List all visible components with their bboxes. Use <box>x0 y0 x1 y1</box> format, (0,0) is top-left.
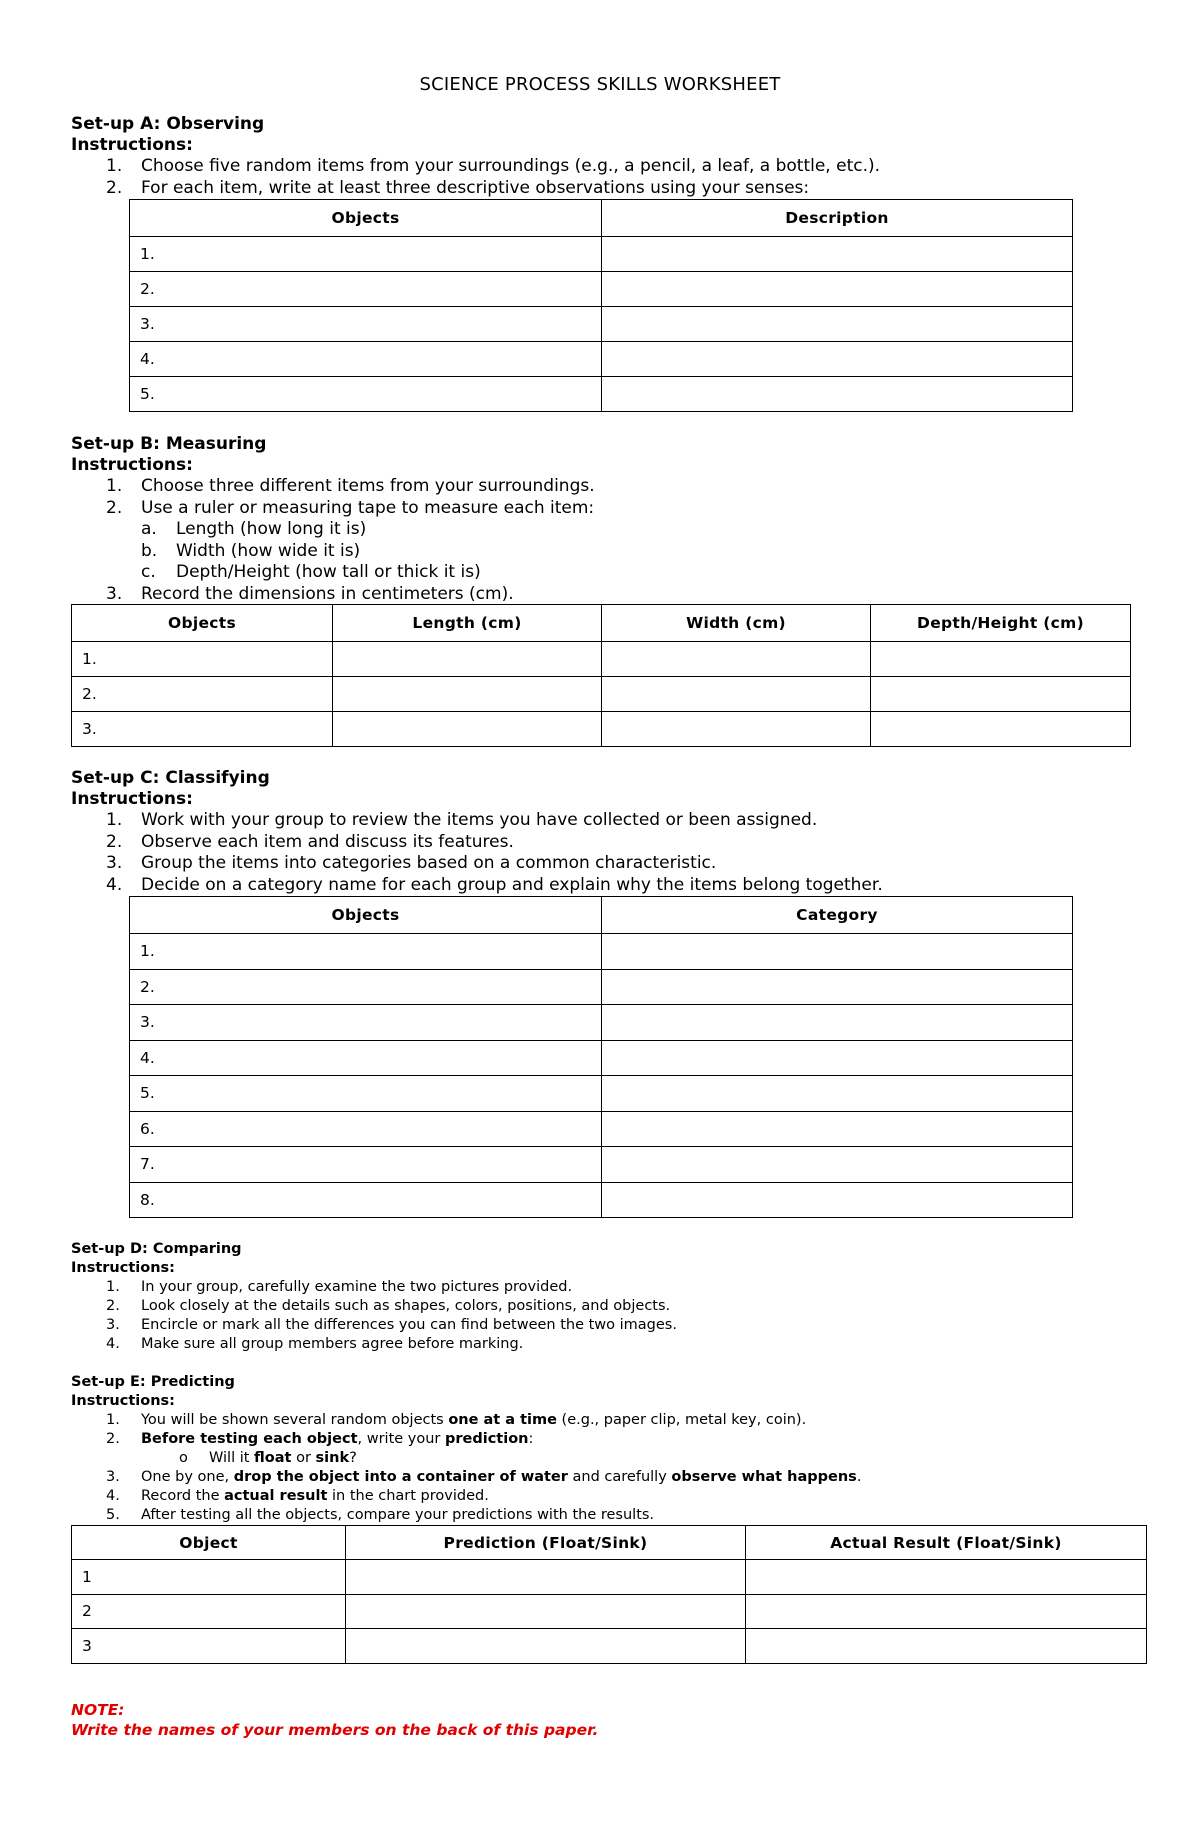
row-number: 6. <box>130 1111 602 1147</box>
answer-cell[interactable] <box>602 934 1073 970</box>
setup-b-title: Set-up B: Measuring <box>71 434 267 454</box>
setup-d-section <box>71 1240 677 1354</box>
row-number: 2 <box>72 1594 346 1629</box>
answer-cell[interactable] <box>602 342 1073 377</box>
table-row <box>72 712 1131 747</box>
setup-b-step: 1. Choose three different items from your surroundings. <box>106 476 595 496</box>
setup-b-instructions-label: Instructions: <box>71 455 193 475</box>
answer-cell[interactable] <box>602 677 871 712</box>
setup-c-step: 1. Work with your group to review the items you have collected or been assigned. <box>106 810 818 830</box>
column-header: Actual Result (Float/Sink) <box>746 1526 1147 1560</box>
table-row <box>130 1076 1073 1112</box>
table-row <box>130 1005 1073 1041</box>
setup-e-step: 2. Before testing each object, write your prediction: <box>106 1431 534 1447</box>
answer-cell[interactable] <box>602 1005 1073 1041</box>
setup-a-section <box>71 114 880 199</box>
note-text: Write the names of your members on the back of this paper. <box>71 1721 599 1739</box>
row-number: 3. <box>130 307 602 342</box>
answer-cell[interactable] <box>602 272 1073 307</box>
setup-d-step: 1. In your group, carefully examine the two pictures provided. <box>106 1279 573 1295</box>
setup-d-step: 3. Encircle or mark all the differences you can find between the two images. <box>106 1317 677 1333</box>
answer-cell[interactable] <box>602 642 871 677</box>
table-row <box>72 1560 1147 1595</box>
answer-cell[interactable] <box>602 969 1073 1005</box>
setup-c-section <box>71 768 883 896</box>
row-number: 1. <box>130 237 602 272</box>
answer-cell[interactable] <box>602 1111 1073 1147</box>
answer-cell[interactable] <box>602 1040 1073 1076</box>
table-header-row <box>130 897 1073 934</box>
answer-cell[interactable] <box>602 712 871 747</box>
table-row <box>130 934 1073 970</box>
table-row <box>72 1594 1147 1629</box>
answer-cell[interactable] <box>871 712 1131 747</box>
setup-a-instructions-label: Instructions: <box>71 135 193 155</box>
setup-c-title: Set-up C: Classifying <box>71 768 270 788</box>
row-number: 3. <box>72 712 333 747</box>
table-row <box>72 1629 1147 1664</box>
row-number: 2. <box>130 969 602 1005</box>
row-number: 1. <box>72 642 333 677</box>
setup-e-step: 3. One by one, drop the object into a container of water and carefully observe what happens. <box>106 1469 862 1485</box>
row-number: 5. <box>130 377 602 412</box>
setup-e-bullet: o Will it float or sink? <box>179 1450 357 1466</box>
table-header-row <box>72 1526 1147 1560</box>
row-number: 7. <box>130 1147 602 1183</box>
table-header-row <box>72 605 1131 642</box>
column-header: Objects <box>72 605 333 642</box>
answer-cell[interactable] <box>602 1076 1073 1112</box>
setup-b-section <box>71 434 595 605</box>
note-block <box>71 1700 598 1740</box>
note-label: NOTE: <box>71 1701 125 1719</box>
setup-b-step: 3. Record the dimensions in centimeters (cm). <box>106 583 514 604</box>
row-number: 5. <box>130 1076 602 1112</box>
setup-e-step: 5. After testing all the objects, compare your predictions with the results. <box>106 1507 655 1523</box>
setup-e-title: Set-up E: Predicting <box>71 1374 235 1390</box>
setup-e-step: 4. Record the actual result in the chart provided. <box>106 1488 489 1504</box>
answer-cell[interactable] <box>602 307 1073 342</box>
table-row <box>72 642 1131 677</box>
column-header: Objects <box>130 897 602 934</box>
column-header: Width (cm) <box>602 605 871 642</box>
observing-table <box>129 199 1073 412</box>
answer-cell[interactable] <box>602 1182 1073 1218</box>
column-header: Description <box>602 200 1073 237</box>
answer-cell[interactable] <box>871 642 1131 677</box>
answer-cell[interactable] <box>602 377 1073 412</box>
answer-cell[interactable] <box>602 1147 1073 1183</box>
answer-cell[interactable] <box>346 1560 746 1595</box>
setup-a-step: 1. Choose five random items from your surroundings (e.g., a pencil, a leaf, a bottle, etc.). <box>106 156 881 176</box>
table-row <box>130 237 1073 272</box>
answer-cell[interactable] <box>346 1594 746 1629</box>
answer-cell[interactable] <box>333 642 602 677</box>
column-header: Length (cm) <box>333 605 602 642</box>
predicting-table <box>71 1525 1147 1664</box>
table-row <box>130 307 1073 342</box>
page-title: SCIENCE PROCESS SKILLS WORKSHEET <box>419 74 781 95</box>
setup-d-step: 4. Make sure all group members agree before marking. <box>106 1336 524 1352</box>
row-number: 4. <box>130 1040 602 1076</box>
answer-cell[interactable] <box>871 677 1131 712</box>
column-header: Category <box>602 897 1073 934</box>
setup-c-step: 2. Observe each item and discuss its features. <box>106 831 514 852</box>
setup-c-step: 4. Decide on a category name for each group and explain why the items belong together. <box>106 874 883 895</box>
answer-cell[interactable] <box>746 1629 1147 1664</box>
setup-b-substep: c. Depth/Height (how tall or thick it is) <box>141 562 481 582</box>
column-header: Depth/Height (cm) <box>871 605 1131 642</box>
setup-a-step: 2. For each item, write at least three descriptive observations using your senses: <box>106 177 810 198</box>
setup-c-instructions-label: Instructions: <box>71 789 193 809</box>
row-number: 3. <box>130 1005 602 1041</box>
table-row <box>130 342 1073 377</box>
setup-d-title: Set-up D: Comparing <box>71 1241 242 1257</box>
answer-cell[interactable] <box>346 1629 746 1664</box>
table-row <box>130 1182 1073 1218</box>
measuring-table <box>71 604 1131 747</box>
table-row <box>130 272 1073 307</box>
column-header: Prediction (Float/Sink) <box>346 1526 746 1560</box>
setup-b-substep: b. Width (how wide it is) <box>141 540 361 561</box>
answer-cell[interactable] <box>333 712 602 747</box>
setup-d-instructions-label: Instructions: <box>71 1260 175 1276</box>
table-row <box>130 969 1073 1005</box>
row-number: 4. <box>130 342 602 377</box>
answer-cell[interactable] <box>746 1594 1147 1629</box>
answer-cell[interactable] <box>333 677 602 712</box>
table-row <box>130 377 1073 412</box>
table-row <box>130 1040 1073 1076</box>
table-header-row <box>130 200 1073 237</box>
column-header: Objects <box>130 200 602 237</box>
answer-cell[interactable] <box>746 1560 1147 1595</box>
row-number: 2. <box>130 272 602 307</box>
row-number: 1. <box>130 934 602 970</box>
setup-b-step: 2. Use a ruler or measuring tape to measure each item: <box>106 497 595 518</box>
row-number: 2. <box>72 677 333 712</box>
column-header: Object <box>72 1526 346 1560</box>
setup-e-section <box>71 1373 861 1525</box>
setup-a-title: Set-up A: Observing <box>71 114 265 134</box>
row-number: 3 <box>72 1629 346 1664</box>
table-row <box>130 1111 1073 1147</box>
table-row <box>130 1147 1073 1183</box>
setup-e-instructions-label: Instructions: <box>71 1393 175 1409</box>
setup-c-step: 3. Group the items into categories based on a common characteristic. <box>106 853 717 873</box>
row-number: 8. <box>130 1182 602 1218</box>
answer-cell[interactable] <box>602 237 1073 272</box>
row-number: 1 <box>72 1560 346 1595</box>
setup-e-step: 1. You will be shown several random objects one at a time (e.g., paper clip, metal key, coin). <box>106 1412 807 1428</box>
setup-b-substep: a. Length (how long it is) <box>141 519 367 539</box>
table-row <box>72 677 1131 712</box>
setup-d-step: 2. Look closely at the details such as shapes, colors, positions, and objects. <box>106 1298 671 1314</box>
classifying-table <box>129 896 1073 1218</box>
